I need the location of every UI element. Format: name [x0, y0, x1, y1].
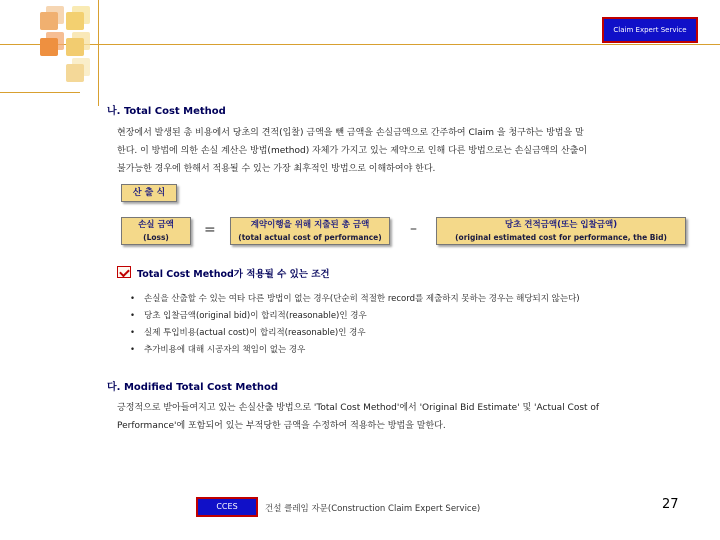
- decorative-cube-icon: [66, 32, 90, 56]
- page-number: 27: [662, 497, 679, 512]
- minus-sign: –: [410, 221, 417, 237]
- formula-loss-sub: (Loss): [143, 233, 169, 242]
- paragraph-line: 한다. 이 방법에 의한 손실 계산은 방법(method) 자체가 가지고 있는 제약으로 인해 다른 방법으로는 손실금액의 산출이: [117, 146, 588, 156]
- footer-cces-tag: CCES: [196, 497, 258, 517]
- formula-loss-title: 손실 금액: [138, 220, 174, 230]
- formula-actual-title: 계약이행을 위해 지출된 총 금액: [250, 220, 370, 230]
- header-horizontal-rule: [0, 44, 720, 45]
- list-item: • 추가비용에 대해 시공자의 책임이 없는 경우: [130, 342, 700, 359]
- conditions-list: [130, 291, 700, 359]
- formula-bid-title: 당초 견적금액(또는 입찰금액): [504, 220, 618, 230]
- formula-loss-box: [121, 217, 191, 245]
- list-item: • 손실을 산출할 수 있는 여타 다른 방법이 없는 경우(단순히 적절한 record를 제출하지 못하는 경우는 해당되지 않는다): [130, 291, 700, 308]
- formula-bid-sub: (original estimated cost for performance, the Bid): [455, 233, 667, 242]
- header-short-rule: [0, 92, 80, 93]
- decorative-cube-icon: [66, 58, 90, 82]
- section-paragraph: [117, 124, 587, 178]
- list-item: • 실제 투입비용(actual cost)이 합리적(reasonable)인 경우: [130, 325, 700, 342]
- header-service-tag: Claim Expert Service: [602, 17, 698, 43]
- header-vertical-rule: [98, 0, 99, 106]
- formula-label: 산 출 식: [121, 184, 177, 202]
- decorative-cube-icon: [66, 6, 90, 30]
- footer-text: 건설 클레임 자문(Construction Claim Expert Service): [265, 504, 481, 514]
- conditions-title: Total Cost Method가 적용될 수 있는 조건: [137, 269, 330, 280]
- checkbox-icon: [117, 266, 131, 278]
- section-paragraph: [117, 399, 599, 435]
- formula-actual-cost-box: [230, 217, 390, 245]
- paragraph-line: 현장에서 발생된 총 비용에서 당초의 견적(입찰) 금액을 뺀 금액을 손실금액으로 간주하여 Claim 을 청구하는 방법을 말: [117, 128, 584, 138]
- section-title-total-cost: 나. Total Cost Method: [107, 106, 226, 117]
- formula-bid-box: [436, 217, 686, 245]
- paragraph-line: Performance'에 포함되어 있는 부적당한 금액을 수정하여 적용하는 방법을 말한다.: [117, 421, 446, 431]
- formula-actual-sub: (total actual cost of performance): [238, 233, 382, 242]
- decorative-cube-icon: [40, 32, 64, 56]
- paragraph-line: 긍정적으로 받아들여지고 있는 손실산출 방법으로 'Total Cost Method'에서 'Original Bid Estimate' 및 'Actual Cost of: [117, 403, 600, 413]
- list-item: • 당초 입찰금액(original bid)이 합리적(reasonable)인 경우: [130, 308, 700, 325]
- decorative-cube-icon: [40, 6, 64, 30]
- paragraph-line: 불가능한 경우에 한해서 적용될 수 있는 가장 최후적인 방법으로 이해하여야 한다.: [117, 164, 436, 174]
- section-title-modified-total-cost: 다. Modified Total Cost Method: [107, 382, 279, 393]
- equals-sign: =: [204, 222, 216, 238]
